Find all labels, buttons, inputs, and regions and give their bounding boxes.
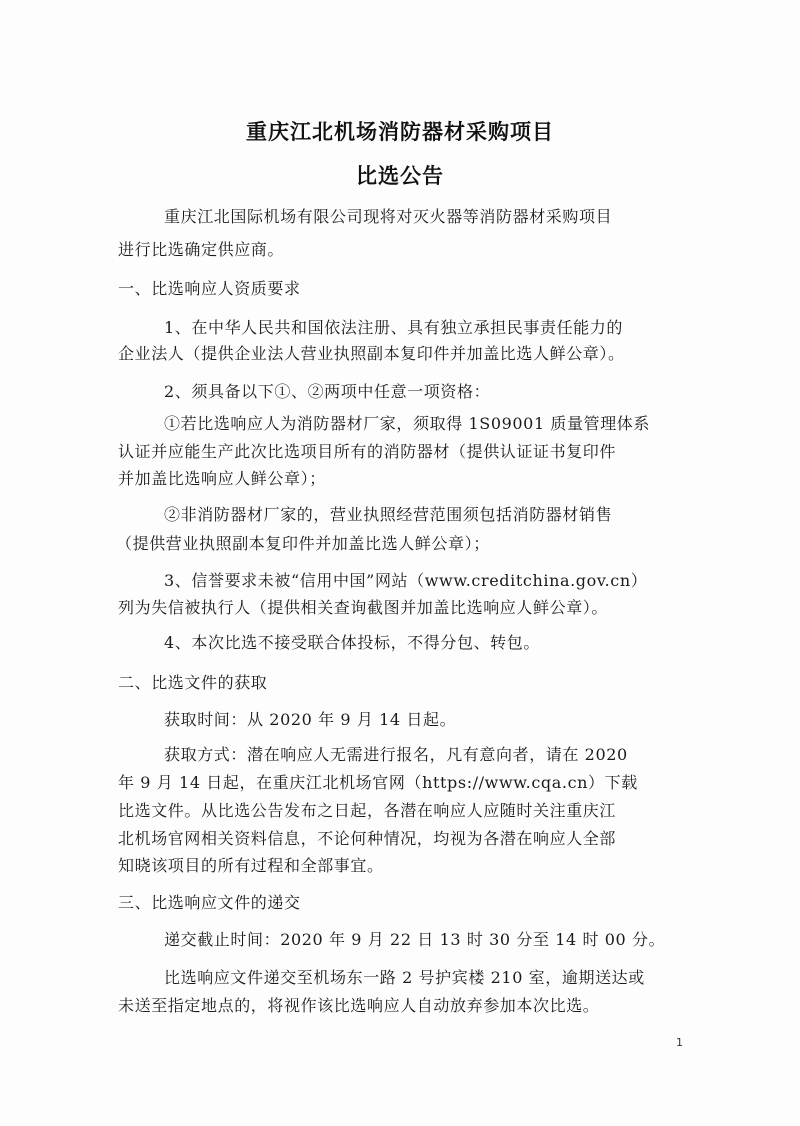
paragraph-line: ②非消防器材厂家的，营业执照经营范围须包括消防器材销售 bbox=[164, 505, 613, 524]
paragraph-line: （提供营业执照副本复印件并加盖比选人鲜公章）； bbox=[116, 534, 490, 553]
paragraph-line: 比选响应文件递交至机场东一路 2 号护宾楼 210 室，逾期送达或 bbox=[164, 968, 645, 987]
paragraph-line: 并加盖比选响应人鲜公章）； bbox=[118, 469, 326, 488]
paragraph-line: 4、本次比选不接受联合体投标，不得分包、转包。 bbox=[164, 633, 540, 652]
paragraph-line-intro-1: 重庆江北国际机场有限公司现将对灭火器等消防器材采购项目 bbox=[164, 207, 613, 226]
paragraph-line: 列为失信被执行人（提供相关查询截图并加盖比选响应人鲜公章）。 bbox=[118, 598, 609, 617]
section-heading-2: 二、比选文件的获取 bbox=[118, 673, 268, 692]
paragraph-line: 获取时间：从 2020 年 9 月 14 日起。 bbox=[164, 710, 457, 729]
paragraph-line: ①若比选响应人为消防器材厂家，须取得 1S09001 质量管理体系 bbox=[164, 414, 651, 433]
paragraph-line: 认证并应能生产此次比选项目所有的消防器材（提供认证证书复印件 bbox=[118, 442, 617, 461]
paragraph-line: 年 9 月 14 日起，在重庆江北机场官网（https://www.cqa.cn）下载 bbox=[118, 773, 638, 792]
paragraph-line: 北机场官网相关资料信息，不论何种情况，均视为各潜在响应人全部 bbox=[118, 829, 617, 848]
paragraph-line: 比选文件。从比选公告发布之日起，各潜在响应人应随时关注重庆江 bbox=[118, 801, 617, 820]
section-heading-1: 一、比选响应人资质要求 bbox=[118, 279, 301, 298]
paragraph-line: 未送至指定地点的，将视作该比选响应人自动放弃参加本次比选。 bbox=[118, 996, 600, 1015]
paragraph-line: 递交截止时间：2020 年 9 月 22 日 13 时 30 分至 14 时 00 分。 bbox=[164, 930, 666, 949]
paragraph-line: 3、信誉要求未被“信用中国”网站（www.creditchina.gov.cn） bbox=[164, 571, 648, 590]
paragraph-line: 2、须具备以下①、②两项中任意一项资格： bbox=[164, 382, 491, 401]
paragraph-line: 知晓该项目的所有过程和全部事宜。 bbox=[118, 856, 384, 875]
paragraph-line-intro-2: 进行比选确定供应商。 bbox=[118, 240, 285, 259]
paragraph-line: 获取方式：潜在响应人无需进行报名，凡有意向者，请在 2020 bbox=[164, 745, 628, 764]
document-title: 重庆江北机场消防器材采购项目 bbox=[246, 120, 554, 144]
section-heading-3: 三、比选响应文件的递交 bbox=[118, 893, 301, 912]
page-number: 1 bbox=[676, 1036, 683, 1049]
document-subtitle: 比选公告 bbox=[356, 164, 444, 188]
paragraph-line: 1、在中华人民共和国依法注册、具有独立承担民事责任能力的 bbox=[164, 318, 623, 337]
paragraph-line: 企业法人（提供企业法人营业执照副本复印件并加盖比选人鲜公章）。 bbox=[118, 344, 625, 363]
